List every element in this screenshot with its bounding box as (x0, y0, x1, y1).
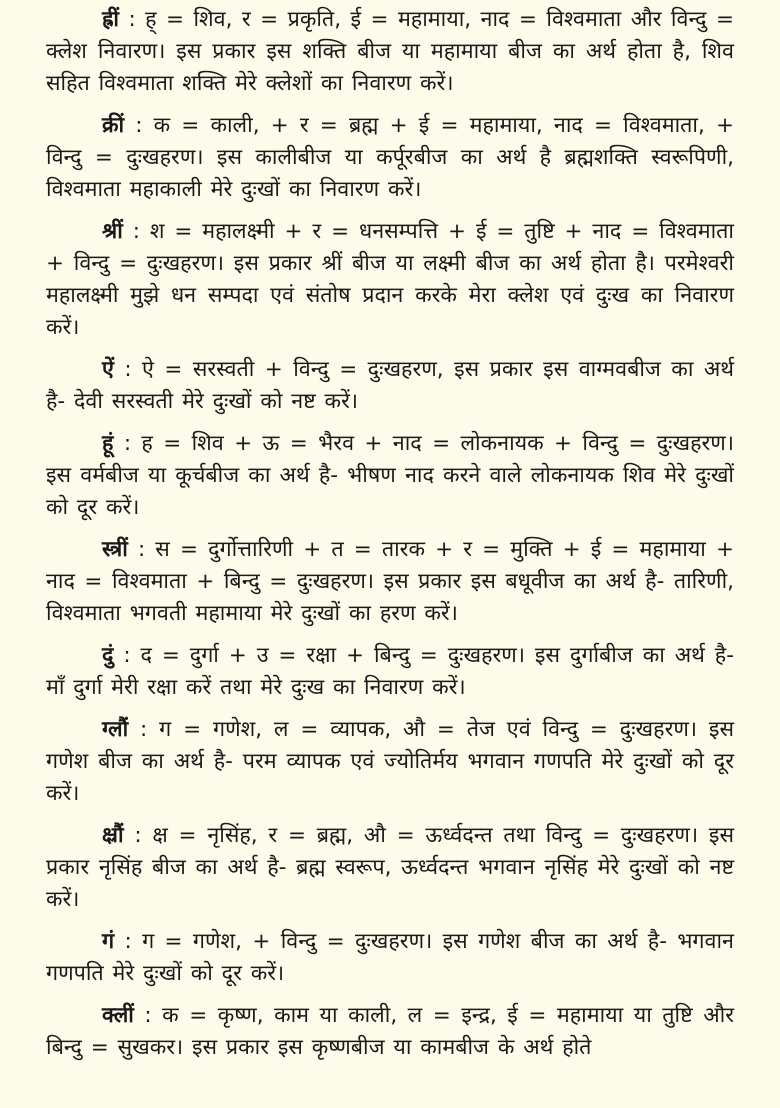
paragraph-dum (46, 640, 734, 704)
paragraph-shreem (46, 216, 734, 344)
bija-term: ग्लौं (102, 717, 129, 742)
bija-meaning: : क्ष = नृसिंह, र = ब्रह्म, औ = ऊर्ध्वदन्त तथा विन्दु = दुःखहरण। इस प्रकार नृसिंह बीज का अर्थ है- ब्रह्म स्वरूप, ऊर्ध्वदन्त भगवान नृसिंह मेरे दुःखों को नष्ट करें। (46, 823, 734, 912)
bija-term: स्त्रीं (102, 537, 128, 562)
paragraph-hoom (46, 428, 734, 524)
bija-meaning: : ह् = शिव, र = प्रकृति, ई = महामाया, नाद = विश्वमाता और विन्दु = क्लेश निवारण। इस प्रकार इस शक्ति बीज या महामाया बीज का अर्थ होता है, शिव सहित विश्वमाता शक्ति मेरे क्लेशों का निवारण करें। (46, 7, 734, 96)
bija-meaning: : द = दुर्गा + उ = रक्षा + बिन्दु = दुःखहरण। इस दुर्गाबीज का अर्थ है- माँ दुर्गा मेरी रक्षा करें तथा मेरे दुःख का निवारण करें। (46, 643, 734, 700)
paragraph-kshraum (46, 820, 734, 916)
bija-term: क्लीं (102, 1003, 134, 1028)
paragraph-kreem (46, 110, 734, 206)
bija-meaning: : ह = शिव + ऊ = भैरव + नाद = लोकनायक + विन्दु = दुःखहरण। इस वर्मबीज या कूर्चबीज का अर्थ है- भीषण नाद करने वाले लोकनायक शिव मेरे दुःखों को दूर करें। (46, 431, 734, 520)
bija-meaning: : श = महालक्ष्मी + र = धनसम्पत्ति + ई = तुष्टि + नाद = विश्वमाता + विन्दु = दुःखहरण। इस प्रकार श्रीं बीज या लक्ष्मी बीज का अर्थ होता है। परमेश्वरी महालक्ष्मी मुझे धन सम्पदा एवं संतोष प्रदान करके मेरा क्लेश एवं दुःख का निवारण करें। (46, 219, 734, 340)
paragraph-glaum (46, 714, 734, 810)
bija-term: श्रीं (102, 219, 123, 244)
bija-term: दुं (102, 643, 114, 668)
bija-meaning: : क = काली, + र = ब्रह्म + ई = महामाया, नाद = विश्वमाता, + विन्दु = दुःखहरण। इस कालीबीज या कर्पूरबीज का अर्थ है ब्रह्मशक्ति स्वरूपिणी, विश्वमाता महाकाली मेरे दुःखों का निवारण करें। (46, 113, 734, 202)
bija-term: ह्रीं (102, 7, 119, 32)
bija-meaning: : ग = गणेश, + विन्दु = दुःखहरण। इस गणेश बीज का अर्थ है- भगवान गणपति मेरे दुःखों को दूर करें। (46, 929, 734, 986)
bija-meaning: : ऐ = सरस्वती + विन्दु = दुःखहरण, इस प्रकार इस वाग्मवबीज का अर्थ है- देवी सरस्वती मेरे दुःखों को नष्ट करें। (46, 357, 734, 414)
bija-term: क्ष्रौं (102, 823, 124, 848)
paragraph-kleem (46, 1000, 734, 1064)
bija-meaning: : स = दुर्गोत्तारिणी + त = तारक + र = मुक्ति + ई = महामाया + नाद = विश्वमाता + बिन्दु = दुःखहरण। इस प्रकार इस बधूवीज का अर्थ है- तारिणी, विश्वमाता भगवती महामाया मेरे दुःखों का हरण करें। (46, 537, 734, 626)
paragraph-aim (46, 354, 734, 418)
bija-term: क्रीं (102, 113, 125, 138)
bija-meaning: : क = कृष्ण, काम या काली, ल = इन्द्र, ई = महामाया या तुष्टि और बिन्दु = सुखकर। इस प्रकार इस कृष्णबीज या कामबीज के अर्थ होते (46, 1003, 734, 1060)
paragraph-streem (46, 534, 734, 630)
bija-meaning: : ग = गणेश, ल = व्यापक, औ = तेज एवं विन्दु = दुःखहरण। इस गणेश बीज का अर्थ है- परम व्यापक एवं ज्योतिर्मय भगवान गणपति मेरे दुःखों को दूर करें। (46, 717, 734, 806)
bija-term: गं (102, 929, 115, 954)
bija-term: हूं (102, 431, 114, 456)
paragraph-gam (46, 926, 734, 990)
bija-term: ऐं (102, 357, 114, 382)
paragraph-hreem (46, 4, 734, 100)
